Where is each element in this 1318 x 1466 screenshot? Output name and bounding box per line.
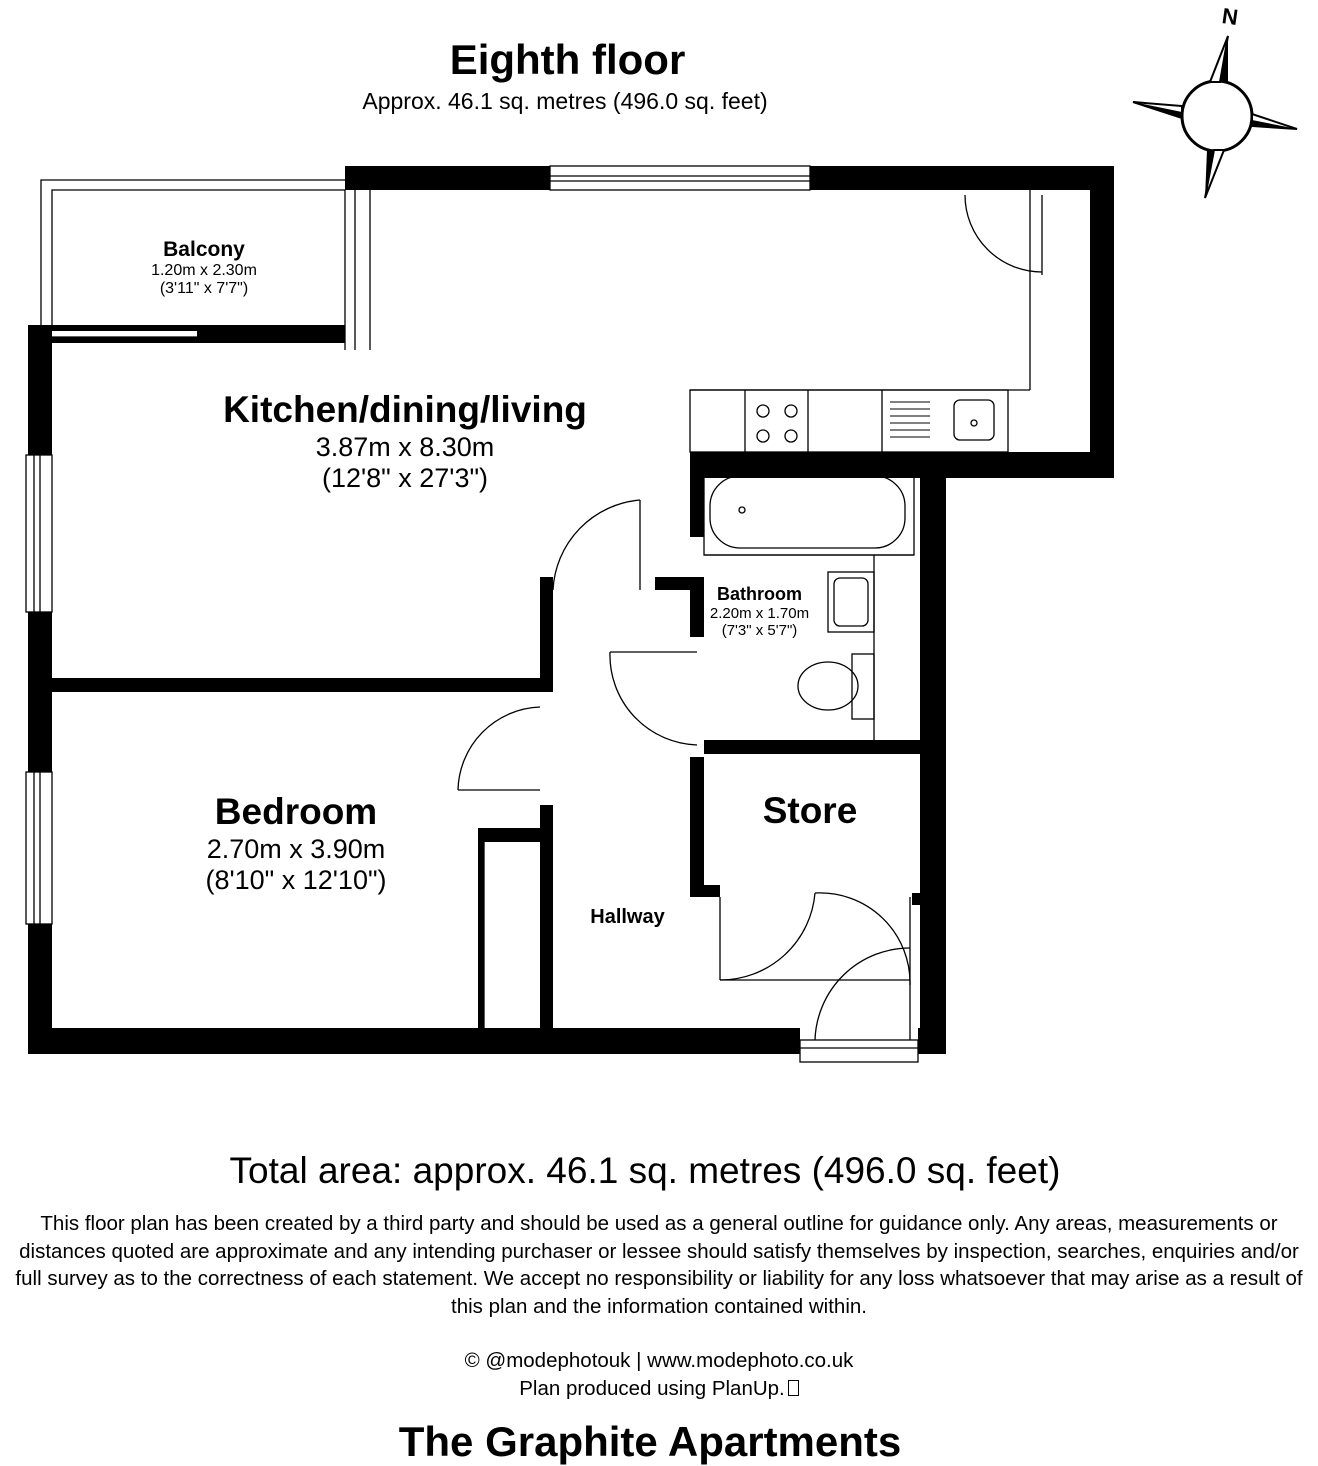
credits [0, 1347, 1318, 1403]
produced-line: Plan produced using PlanUp. [0, 1375, 1318, 1403]
balcony-name: Balcony [163, 238, 245, 261]
store-name: Store [762, 790, 858, 831]
building-name: The Graphite Apartments [398, 1418, 902, 1465]
kitchen-label [150, 388, 660, 494]
total-area: Total area: approx. 46.1 sq. metres (496.0 sq. feet) [229, 1150, 1061, 1191]
bedroom-name: Bedroom [214, 791, 378, 832]
bathroom-imperial: (7'3" x 5'7") [721, 622, 798, 639]
bathroom-name: Bathroom [717, 584, 802, 604]
balcony-label [104, 238, 304, 298]
kitchen-fittings [690, 390, 1008, 452]
balcony-metric: 1.20m x 2.30m [151, 262, 257, 279]
kitchen-imperial: (12'8" x 27'3") [321, 463, 489, 493]
bathroom-metric: 2.20m x 1.70m [709, 605, 810, 622]
hallway-name: Hallway [590, 906, 665, 928]
bedroom-metric: 2.70m x 3.90m [206, 834, 386, 864]
credit-line: © @modephotouk | www.modephoto.co.uk [464, 1349, 854, 1372]
kitchen-metric: 3.87m x 8.30m [315, 432, 495, 462]
floor-title: Eighth floor [449, 36, 686, 83]
bedroom-label [146, 790, 446, 896]
kitchen-name: Kitchen/dining/living [223, 389, 587, 430]
balcony-imperial: (3'11" x 7'7") [159, 280, 249, 297]
compass-icon [1133, 36, 1297, 198]
floor-area: Approx. 46.1 sq. metres (496.0 sq. feet) [362, 88, 768, 114]
compass-north-label: N [1220, 3, 1240, 30]
disclaimer: This floor plan has been created by a third party and should be used as a general outline for guidance only. Any areas, measurements or distances quoted are approximate and any intending purchaser or lessee should satisfy themselves by inspection, searches, enquiries and/or full survey as to the correctness of each statement. We accept no responsibility or liability for any loss whatsoever that may arise as a result of this plan and the information contained within. [15, 1212, 1303, 1318]
bedroom-imperial: (8'10" x 12'10") [205, 865, 387, 895]
bathroom-label [692, 584, 827, 639]
